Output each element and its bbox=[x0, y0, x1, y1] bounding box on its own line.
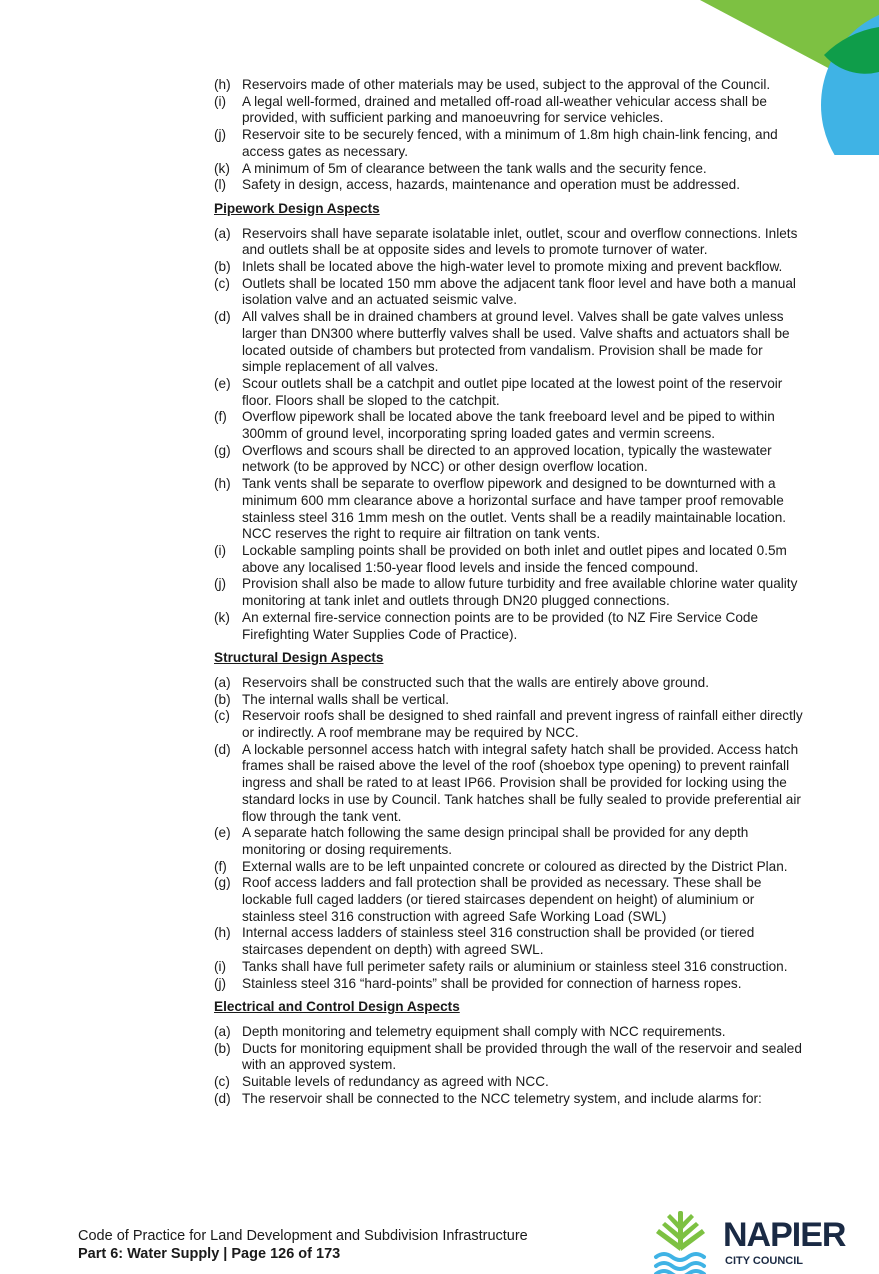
list-item bbox=[214, 576, 804, 609]
list-item-label: (i) bbox=[214, 93, 227, 109]
list-item bbox=[214, 309, 804, 376]
list-item-label: (c) bbox=[214, 275, 230, 291]
list-item-label: (c) bbox=[214, 708, 230, 724]
list-item bbox=[214, 925, 804, 958]
list-item bbox=[214, 177, 804, 194]
list-item-text: Reservoir roofs shall be designed to shed rainfall and prevent ingress of rainfall either directly or indirectly. A roof membrane may be required by NCC. bbox=[242, 708, 803, 741]
list-item-label: (b) bbox=[214, 1040, 231, 1056]
list-item-text: A legal well-formed, drained and metalled off-road all-weather vehicular access shall be provided, with sufficient parking and manoeuvring for service vehicles. bbox=[242, 93, 767, 126]
list-item-label: (b) bbox=[214, 691, 231, 707]
list-item-label: (j) bbox=[214, 576, 227, 592]
list-item-text: Reservoirs shall be constructed such that the walls are entirely above ground. bbox=[242, 674, 709, 690]
list-item-text: An external fire-service connection points are to be provided (to NZ Fire Service Code Firefighting Water Supplies Code of Practice). bbox=[242, 609, 759, 642]
list-item-text: All valves shall be in drained chambers at ground level. Valves shall be gate valves unless larger than DN300 where butterfly valves shall be used. Valve shafts and actuators shall be located outside of chambers but protected from vandalism. Provision shall be made for simple replacement of all valves. bbox=[242, 309, 790, 375]
section-list bbox=[214, 675, 804, 992]
list-item-label: (j) bbox=[214, 127, 227, 143]
list-item bbox=[214, 1041, 804, 1074]
list-item-label: (h) bbox=[214, 925, 231, 941]
list-item-text: Tanks shall have full perimeter safety rails or aluminium or stainless steel 316 construction. bbox=[242, 958, 788, 974]
list-item-label: (l) bbox=[214, 177, 227, 193]
section-heading: Pipework Design Aspects bbox=[214, 200, 380, 216]
list-item-label: (c) bbox=[214, 1074, 230, 1090]
list-item bbox=[214, 708, 804, 741]
list-item-text: Provision shall also be made to allow future turbidity and free available chlorine water quality monitoring at tank inlet and outlets through DN20 plugged connections. bbox=[242, 576, 798, 609]
list-item bbox=[214, 161, 804, 178]
list-item-label: (g) bbox=[214, 875, 231, 891]
list-item-text: Reservoirs made of other materials may be used, subject to the approval of the Council. bbox=[242, 77, 771, 92]
list-item bbox=[214, 610, 804, 643]
list-item-label: (k) bbox=[214, 160, 230, 176]
list-item bbox=[214, 825, 804, 858]
list-item bbox=[214, 376, 804, 409]
list-item-text: Tank vents shall be separate to overflow pipework and designed to be downturned with a minimum 600 mm clearance above a horizontal surface and have tamper proof removable stainless steel 316 1mm mesh on the outlet. Vents shall be a readily maintainable location. NCC reserves the right to require air filtration on tank vents. bbox=[242, 476, 787, 542]
list-item-label: (f) bbox=[214, 409, 227, 425]
list-item-label: (i) bbox=[214, 542, 227, 558]
list-item-text: Overflows and scours shall be directed to an approved location, typically the wastewater network (to be approved by NCC) or other design overflow location. bbox=[242, 442, 772, 475]
list-item bbox=[214, 959, 804, 976]
list-item-label: (k) bbox=[214, 609, 230, 625]
list-item-label: (a) bbox=[214, 1023, 231, 1039]
page-footer bbox=[78, 1227, 528, 1263]
list-item-label: (a) bbox=[214, 225, 231, 241]
page-body bbox=[214, 77, 804, 1107]
list-item bbox=[214, 976, 804, 993]
list-item-text: Suitable levels of redundancy as agreed with NCC. bbox=[242, 1074, 549, 1090]
footer-document-title: Code of Practice for Land Development and Subdivision Infrastructure bbox=[78, 1228, 528, 1244]
list-item bbox=[214, 276, 804, 309]
list-item-label: (d) bbox=[214, 741, 231, 757]
list-item bbox=[214, 742, 804, 826]
list-item-text: Lockable sampling points shall be provided on both inlet and outlet pipes and located 0.5m above any localised 1:50-year flood levels and inside the fenced compound. bbox=[242, 542, 787, 575]
napier-fern-wave-icon bbox=[650, 1207, 712, 1274]
list-item bbox=[214, 692, 804, 709]
section-list bbox=[214, 226, 804, 644]
logo-subtitle: CITY COUNCIL bbox=[725, 1255, 804, 1267]
list-item-text: A lockable personnel access hatch with integral safety hatch shall be provided. Access hatch frames shall be raised above the level of the roof (shoebox type opening) to prevent rainfall ingress and shall be rated to at least IP66. Provision shall be provided for locking using the standard locks in use by Council. Tank hatches shall be fully sealed to provide preferential air flow through the tank vent. bbox=[242, 741, 801, 824]
list-item bbox=[214, 443, 804, 476]
section-heading: Structural Design Aspects bbox=[214, 650, 384, 666]
list-item-label: (d) bbox=[214, 1090, 231, 1106]
list-item-text: Outlets shall be located 150 mm above the adjacent tank floor level and have both a manual isolation valve and an actuated seismic valve. bbox=[242, 275, 796, 308]
list-item-text: Scour outlets shall be a catchpit and outlet pipe located at the lowest point of the reservoir floor. Floors shall be sloped to the catchpit. bbox=[242, 375, 783, 408]
list-item bbox=[214, 1024, 804, 1041]
list-item-text: Reservoir site to be securely fenced, with a minimum of 1.8m high chain-link fencing, and access gates as necessary. bbox=[242, 127, 778, 159]
list-item bbox=[214, 409, 804, 442]
list-item-text: Inlets shall be located above the high-water level to promote mixing and prevent backflow. bbox=[242, 259, 783, 275]
list-item-label: (h) bbox=[214, 476, 231, 492]
list-item-text: Ducts for monitoring equipment shall be provided through the wall of the reservoir and sealed with an approved system. bbox=[242, 1040, 802, 1073]
list-item bbox=[214, 476, 804, 543]
list-item bbox=[214, 259, 804, 276]
list-item bbox=[214, 675, 804, 692]
list-item-text: Stainless steel 316 “hard-points” shall be provided for connection of harness ropes. bbox=[242, 975, 742, 991]
list-item bbox=[214, 1074, 804, 1091]
section-list bbox=[214, 1024, 804, 1108]
list-item-label: (e) bbox=[214, 375, 231, 391]
list-item-label: (j) bbox=[214, 975, 227, 991]
list-item bbox=[214, 94, 804, 127]
footer-page-info: Part 6: Water Supply | Page 126 of 173 bbox=[78, 1246, 341, 1262]
list-item-text: Internal access ladders of stainless steel 316 construction shall be provided (or tiered staircases dependent on depth) with agreed SWL. bbox=[242, 925, 755, 958]
list-item-text: Depth monitoring and telemetry equipment shall comply with NCC requirements. bbox=[242, 1023, 726, 1039]
list-item bbox=[214, 1091, 804, 1108]
list-item-text: A separate hatch following the same design principal shall be provided for any depth monitoring or dosing requirements. bbox=[242, 825, 749, 857]
list-item-label: (b) bbox=[214, 259, 231, 275]
list-item bbox=[214, 77, 804, 94]
list-item-text: Roof access ladders and fall protection shall be provided as necessary. These shall be lockable full caged ladders (or tiered staircases dependent on height) of aluminium or stainless steel 316 construction with agreed Safe Working Load (SWL) bbox=[242, 875, 762, 924]
list-item-text: Reservoirs shall have separate isolatable inlet, outlet, scour and overflow connections. Inlets and outlets shall be at opposite sides and levels to promote turnover of water. bbox=[242, 225, 798, 258]
list-item-text: External walls are to be left unpainted concrete or coloured as directed by the District Plan. bbox=[242, 858, 788, 874]
list-item-label: (a) bbox=[214, 674, 231, 690]
list-item bbox=[214, 226, 804, 259]
list-item bbox=[214, 875, 804, 925]
list-item-label: (e) bbox=[214, 825, 231, 841]
section-heading: Electrical and Control Design Aspects bbox=[214, 999, 460, 1015]
list-item-label: (h) bbox=[214, 77, 231, 92]
list-item-label: (d) bbox=[214, 309, 231, 325]
logo-wordmark: NAPIER bbox=[723, 1216, 846, 1254]
list-item bbox=[214, 127, 804, 160]
list-item-label: (g) bbox=[214, 442, 231, 458]
section-list bbox=[214, 77, 804, 194]
list-item-label: (i) bbox=[214, 958, 227, 974]
list-item-text: The internal walls shall be vertical. bbox=[242, 691, 450, 707]
list-item-text: Overflow pipework shall be located above the tank freeboard level and be piped to within 300mm of ground level, incorporating spring loaded gates and vermin screens. bbox=[242, 409, 775, 442]
napier-city-council-logo bbox=[650, 1207, 850, 1274]
list-item-text: Safety in design, access, hazards, maintenance and operation must be addressed. bbox=[242, 177, 740, 193]
list-item-label: (f) bbox=[214, 858, 227, 874]
list-item bbox=[214, 859, 804, 876]
list-item-text: The reservoir shall be connected to the NCC telemetry system, and include alarms for: bbox=[242, 1090, 762, 1106]
list-item bbox=[214, 543, 804, 576]
list-item-text: A minimum of 5m of clearance between the tank walls and the security fence. bbox=[242, 160, 707, 176]
